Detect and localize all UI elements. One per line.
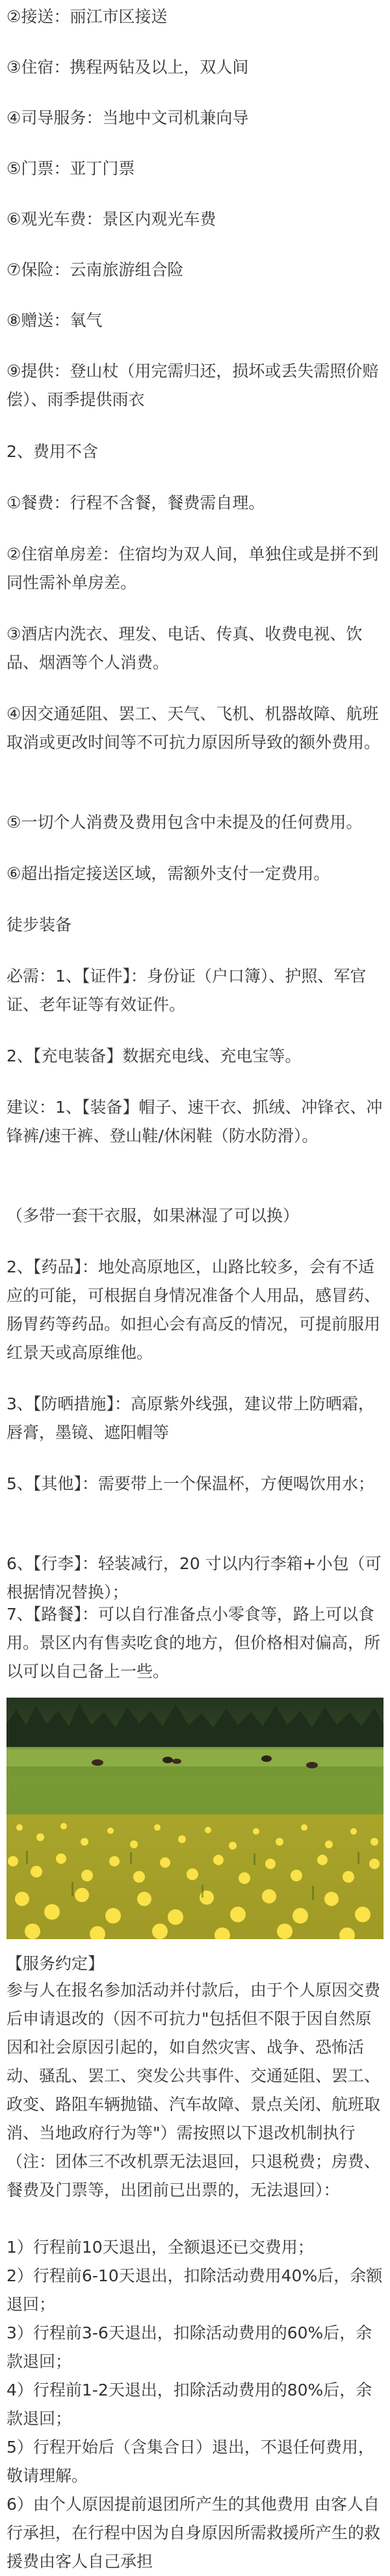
service-body: 参与人在报名参加活动并付款后，由于个人原因交费后申请退改的（因不可抗力"包括但不限于因自然原因和社会原因引起的，如自然灾害、战争、恐怖活动、骚乱、罢工、突发公共事件、交通延阻、罢工、政变、路阻车辆抛锚、汽车故障、景点关闭、航班取消、当地政府行为等"）需按照以下退改机制执行（注：团体三不改机票无法退回，只退税费；房费、餐费及门票等，出团前已出票的，无法退回）： bbox=[6, 1981, 381, 2199]
fee-included-hotel: ③住宿：携程两钻及以上，双人间 bbox=[6, 58, 249, 77]
fee-included-pickup: ②接送：丽江市区接送 bbox=[6, 7, 168, 26]
service-rule-2: 2）行程前6-10天退出，扣除活动费用40%后，余额退回； bbox=[6, 2266, 383, 2314]
fee-excluded-transfer: ⑥超出指定接送区域，需额外支付一定费用。 bbox=[6, 864, 330, 883]
gear-heading: 徒步装备 bbox=[6, 915, 72, 934]
fee-included-insurance: ⑦保险：云南旅游组合险 bbox=[6, 260, 184, 279]
service-rule-5: 5）行程开始后（含集合日）退出，不退任何费用，敬请理解。 bbox=[6, 2438, 374, 2485]
fee-excluded-meals: ①餐费：行程不含餐，餐费需自理。 bbox=[6, 493, 265, 512]
service-heading: 【服务约定】 bbox=[6, 1954, 105, 1973]
fee-included-guide: ④司导服务：当地中文司机兼向导 bbox=[6, 108, 249, 127]
gear-required-charging: 2、【充电装备】数据充电线、充电宝等。 bbox=[6, 1046, 302, 1065]
fee-included-shuttle: ⑥观光车费：景区内观光车费 bbox=[6, 210, 216, 229]
fees-excluded-heading: 2、费用不含 bbox=[6, 442, 98, 461]
gear-required-documents: 必需：1、【证件】：身份证（户口簿）、护照、军官证、老年证等有效证件。 bbox=[6, 967, 367, 1014]
fee-included-equipment: ⑨提供：登山杖（用完需归还，损坏或丢失需照价赔偿）、雨季提供雨衣 bbox=[6, 362, 379, 409]
fee-excluded-force-majeure: ④因交通延阻、罢工、天气、飞机、机器故障、航班取消或更改时间等不可抗力原因所导致的额外费用。 bbox=[6, 704, 381, 752]
gear-note-dry-clothes: （多带一套干衣服，如果淋湿了可以换） bbox=[6, 1206, 300, 1225]
fee-excluded-hotel-extras: ③酒店内洗衣、理发、电话、传真、收费电视、饮品、烟酒等个人消费。 bbox=[6, 625, 363, 672]
gear-suggest-sun-protection: 3、【防晒措施】：高原紫外线强，建议带上防晒霜，唇膏，墨镜、遮阳帽等 bbox=[6, 1394, 374, 1442]
fee-excluded-single-room: ②住宿单房差：住宿均为双人间，单独住或是拼不到同性需补单房差。 bbox=[6, 545, 379, 592]
fee-excluded-personal: ⑤一切个人消费及费用包含中未提及的任何费用。 bbox=[6, 813, 363, 832]
service-rule-4: 4）行程前1-2天退出，扣除活动费用的80%后，余款退回； bbox=[6, 2381, 372, 2428]
service-rule-6: 6）由个人原因提前退团所产生的其他费用 由客人自行承担，在行程中因为自身原因所需救援所产生的救援费由客人自己承担 bbox=[6, 2495, 381, 2571]
fee-included-oxygen: ⑧赠送：氧气 bbox=[6, 311, 103, 330]
service-rule-3: 3）行程前3-6天退出，扣除活动费用的60%后，余款退回； bbox=[6, 2323, 372, 2371]
gear-suggest-luggage: 6、【行李】：轻装减行，20 寸以内行李箱+小包（可根据情况替换）； bbox=[6, 1554, 382, 1602]
gear-suggest-medicine: 2、【药品】：地处高原地区，山路比较多，会有不适应的可能，可根据自身情况准备个人用品，感冒药、肠胃药等药品。如担心会有高反的情况，可提前服用红景天或高原维他。 bbox=[6, 1257, 381, 1362]
meadow-yellow-flowers-photo bbox=[6, 1698, 384, 1939]
fee-included-ticket: ⑤门票：亚丁门票 bbox=[6, 159, 135, 178]
meadow-photo-image bbox=[6, 1698, 384, 1939]
gear-suggest-clothing: 建议：1、【装备】帽子、速干衣、抓绒、冲锋衣、冲锋裤/速干裤、登山鞋/休闲鞋（防水防滑）。 bbox=[6, 1098, 383, 1145]
service-rule-1: 1）行程前10天退出，全额退还已交费用； bbox=[6, 2238, 314, 2257]
gear-suggest-snacks: 7、【路餐】：可以自行准备点小零食等，路上可以食用。景区内有售卖吃食的地方，但价格相对偏高，所以可以自己备上一些。 bbox=[6, 1605, 381, 1681]
gear-suggest-other: 5、【其他】：需要带上一个保温杯，方便喝饮用水； bbox=[6, 1474, 374, 1493]
